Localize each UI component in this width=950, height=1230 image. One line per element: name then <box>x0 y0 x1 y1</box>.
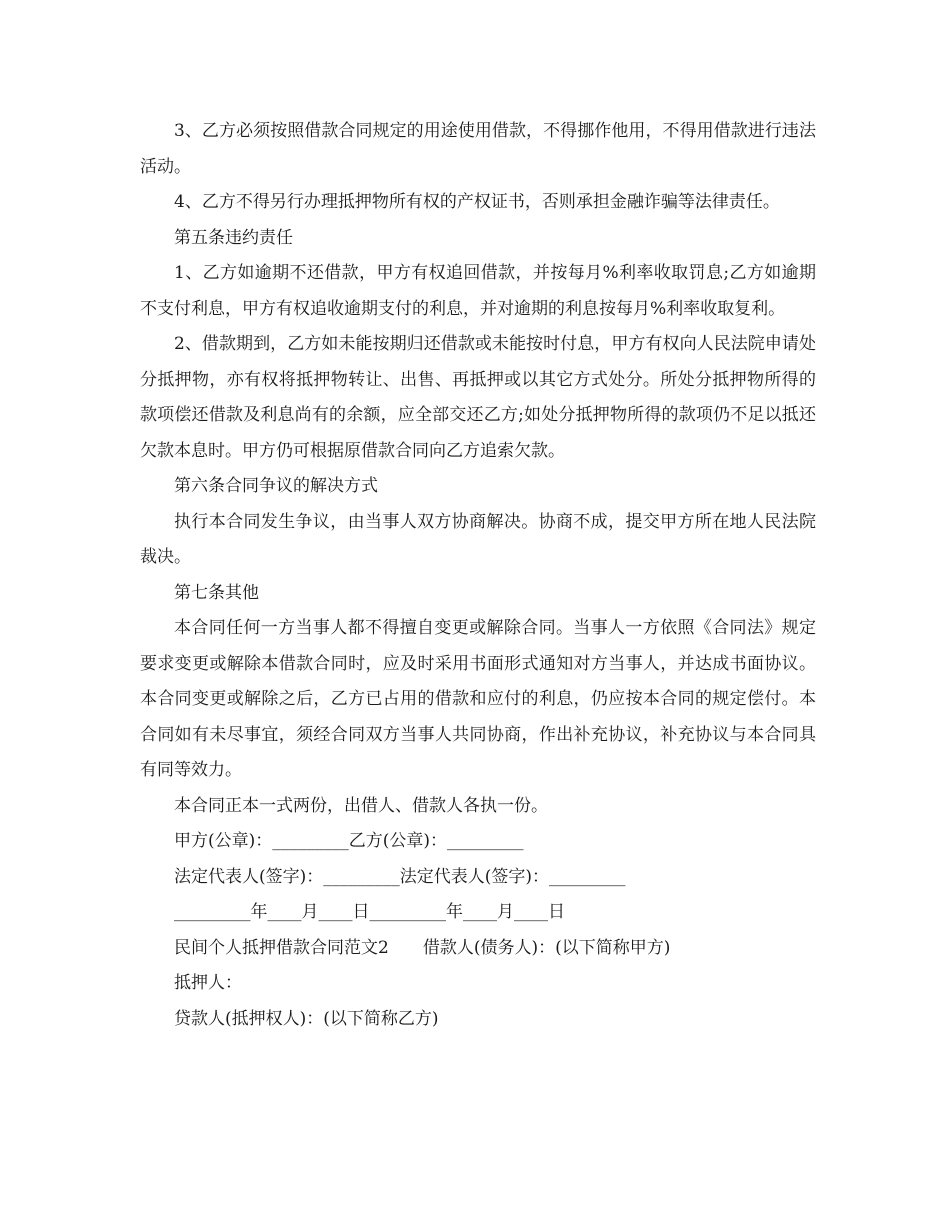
article-5-heading: 第五条违约责任 <box>174 227 293 248</box>
lender-line: 贷款人(抵押权人)：(以下简称乙方) <box>174 1008 439 1029</box>
article-5-item-2: 2、借款期到，乙方如未能按期归还借款或未能按时付息，甲方有权向人民法院申请处分抵押物，亦有权将抵押物转让、出售、再抵押或以其它方式处分。所处分抵押物所得的款项偿还借款及利息尚有的余额，应全部交还乙方;如处分抵押物所得的款项仍不足以抵还欠款本息时。甲方仍可根据原借款合同向乙方追索欠款。 <box>140 334 816 461</box>
article-6-heading: 第六条合同争议的解决方式 <box>174 476 378 496</box>
signature-line: 法定代表人(签字)：_________法定代表人(签字)：_________ <box>174 866 626 887</box>
article-5-item-1: 1、乙方如逾期不还借款，甲方有权追回借款，并按每月%利率收取罚息;乙方如逾期不支付利息，甲方有权追收逾期支付的利息，并对逾期的利息按每月%利率收取复利。 <box>140 263 816 319</box>
article-6-body: 执行本合同发生争议，由当事人双方协商解决。协商不成，提交甲方所在地人民法院裁决。 <box>140 511 816 567</box>
date-line: _________年____月____日_________年____月____日 <box>174 902 565 922</box>
seal-line: 甲方(公章)：_________乙方(公章)：_________ <box>174 831 524 851</box>
document-body <box>140 114 816 1037</box>
mortgagor-line: 抵押人： <box>174 973 242 993</box>
clause-3-paragraph: 3、乙方必须按照借款合同规定的用途使用借款，不得挪作他用，不得用借款进行违法活动。 <box>140 121 816 177</box>
template-2-title: 民间个人抵押借款合同范文2 借款人(债务人)：(以下简称甲方) <box>174 937 671 958</box>
article-7-heading: 第七条其他 <box>174 582 259 603</box>
article-7-body: 本合同任何一方当事人都不得擅自变更或解除合同。当事人一方依照《合同法》规定要求变更或解除本借款合同时，应及时采用书面形式通知对方当事人，并达成书面协议。本合同变更或解除之后，乙方已占用的借款和应付的利息，仍应按本合同的规定偿付。本合同如有未尽事宜，须经合同双方当事人共同协商，作出补充协议，补充协议与本合同具有同等效力。 <box>140 618 816 780</box>
clause-4-paragraph: 4、乙方不得另行办理抵押物所有权的产权证书，否则承担金融诈骗等法律责任。 <box>174 192 780 212</box>
copies-statement: 本合同正本一式两份，出借人、借款人各执一份。 <box>174 795 548 816</box>
